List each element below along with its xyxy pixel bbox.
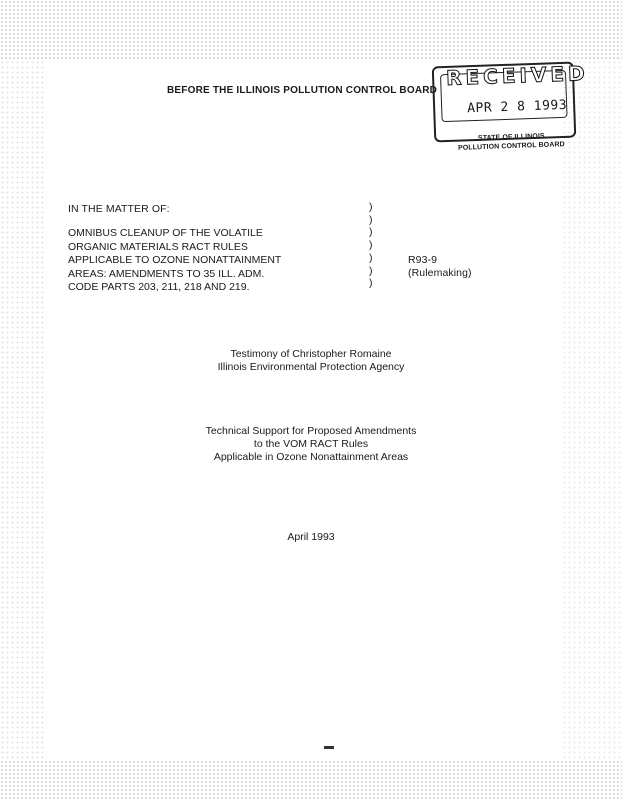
case-caption	[68, 227, 281, 295]
technical-support-line-1: Technical Support for Proposed Amendments	[205, 425, 417, 437]
document-date: April 1993	[287, 531, 335, 543]
scan-mark	[324, 746, 334, 749]
paren: )	[369, 226, 373, 239]
stamp-date: APR 2 8 1993	[466, 97, 568, 117]
stamp-state-line: STATE OF ILLINOIS	[477, 132, 545, 143]
stamp-received-text: RECEIVED	[445, 61, 590, 90]
caption-parentheses	[369, 201, 373, 290]
stamp-board-line: POLLUTION CONTROL BOARD	[457, 141, 565, 152]
scan-noise-left	[0, 60, 45, 760]
received-stamp	[432, 61, 590, 143]
caption-line: OMNIBUS CLEANUP OF THE VOLATILE	[68, 227, 263, 239]
scan-noise-bottom	[0, 760, 622, 800]
in-the-matter-of: IN THE MATTER OF:	[68, 203, 170, 215]
scan-noise-right	[562, 60, 622, 760]
scan-noise-top	[0, 0, 622, 60]
board-header: BEFORE THE ILLINOIS POLLUTION CONTROL BOARD	[167, 85, 438, 96]
docket-number: R93-9	[408, 254, 438, 266]
paren: )	[369, 277, 373, 290]
paren: )	[369, 239, 373, 252]
paren: )	[369, 251, 373, 264]
paren: )	[369, 213, 373, 226]
paren: )	[369, 201, 373, 213]
caption-line: APPLICABLE TO OZONE NONATTAINMENT	[68, 254, 282, 266]
paren: )	[369, 264, 373, 277]
technical-support-line-2: to the VOM RACT Rules	[253, 438, 369, 450]
caption-line: ORGANIC MATERIALS RACT RULES	[68, 240, 248, 253]
testimony-of: Testimony of Christopher Romaine	[230, 348, 392, 360]
caption-line: CODE PARTS 203, 211, 218 AND 219.	[68, 281, 250, 293]
agency-name: Illinois Environmental Protection Agency	[217, 361, 405, 373]
technical-support-line-3: Applicable in Ozone Nonattainment Areas	[213, 451, 409, 463]
proceeding-type: (Rulemaking)	[408, 267, 472, 279]
caption-line: AREAS: AMENDMENTS TO 35 ILL. ADM.	[68, 267, 265, 280]
